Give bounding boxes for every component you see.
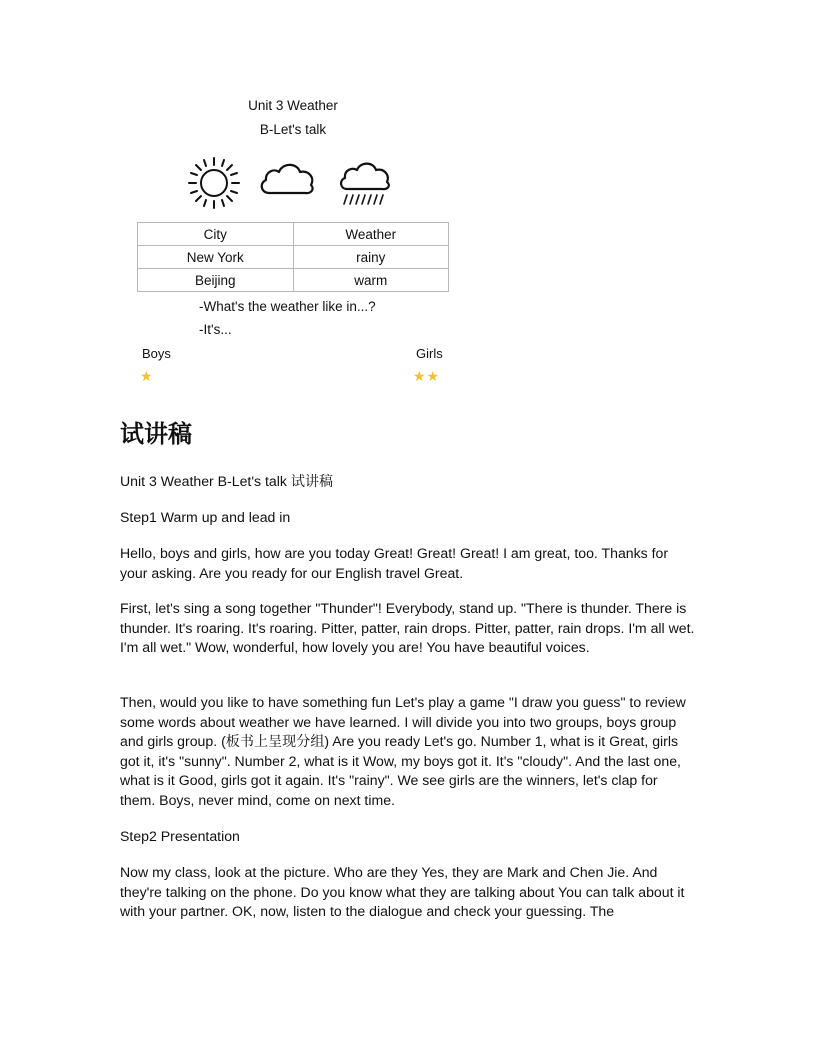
boys-label: Boys [142, 346, 171, 361]
table-header-weather: Weather [293, 223, 449, 246]
section-heading: 试讲稿 [120, 420, 192, 448]
girls-label: Girls [416, 346, 443, 361]
table-header-city: City [138, 223, 294, 246]
paragraph-game: Then, would you like to have something fun Let's play a game "I draw you guess" to review some words about weather we have learned. I will divide you into two groups, boys group and girls group. (板书上呈现分组) Are you ready Let's go. Number 1, what is it Great, girls got it, it's "sunny". Number 2, what is it Wow, my boys got it. It's "cloudy". And the last one, what is it Good, girls got it again. It's "rainy". We see girls are the winners, let's clap for them. Boys, never mind, come on next time. [120, 694, 686, 808]
blackboard-figure [137, 92, 449, 392]
rain-cloud-icon [337, 158, 393, 210]
table-row [138, 269, 449, 292]
table-header-row [138, 223, 449, 246]
cloud-icon [257, 158, 317, 198]
paragraph-song: First, let's sing a song together "Thunder"! Everybody, stand up. "There is thunder. There is thunder. It's roaring. It's roaring. Pitter, patter, rain drops. Pitter, patter, rain drops. I'm all wet. I'm all wet." Wow, wonderful, how lovely you are! You have beautiful voices. [120, 600, 695, 656]
board-subtitle: B-Let's talk [259, 122, 327, 137]
girls-star-icons: ★★ [413, 368, 441, 384]
prompt-question: -What's the weather like in...? [199, 299, 376, 314]
step1-heading: Step1 Warm up and lead in [120, 509, 291, 525]
paragraph-greeting: Hello, boys and girls, how are you today Great! Great! Great! I am great, too. Thanks for your asking. Are you ready for our English travel Great. [120, 545, 669, 581]
boys-star-icons: ★ [140, 368, 154, 384]
weather-table [137, 222, 449, 292]
board-title: Unit 3 Weather [248, 98, 338, 113]
document-subtitle: Unit 3 Weather B-Let's talk 试讲稿 [120, 473, 334, 489]
table-cell: rainy [293, 246, 449, 269]
sun-icon [187, 156, 241, 210]
step2-heading: Step2 Presentation [120, 828, 240, 844]
table-cell: New York [138, 246, 294, 269]
table-row [138, 246, 449, 269]
prompt-answer: -It's... [199, 322, 232, 337]
paragraph-presentation: Now my class, look at the picture. Who are they Yes, they are Mark and Chen Jie. And they're talking on the phone. Do you know what they are talking about You can talk about it with your partner. OK, now, listen to the dialogue and check your guessing. The [120, 864, 685, 920]
table-cell: warm [293, 269, 449, 292]
table-cell: Beijing [138, 269, 294, 292]
